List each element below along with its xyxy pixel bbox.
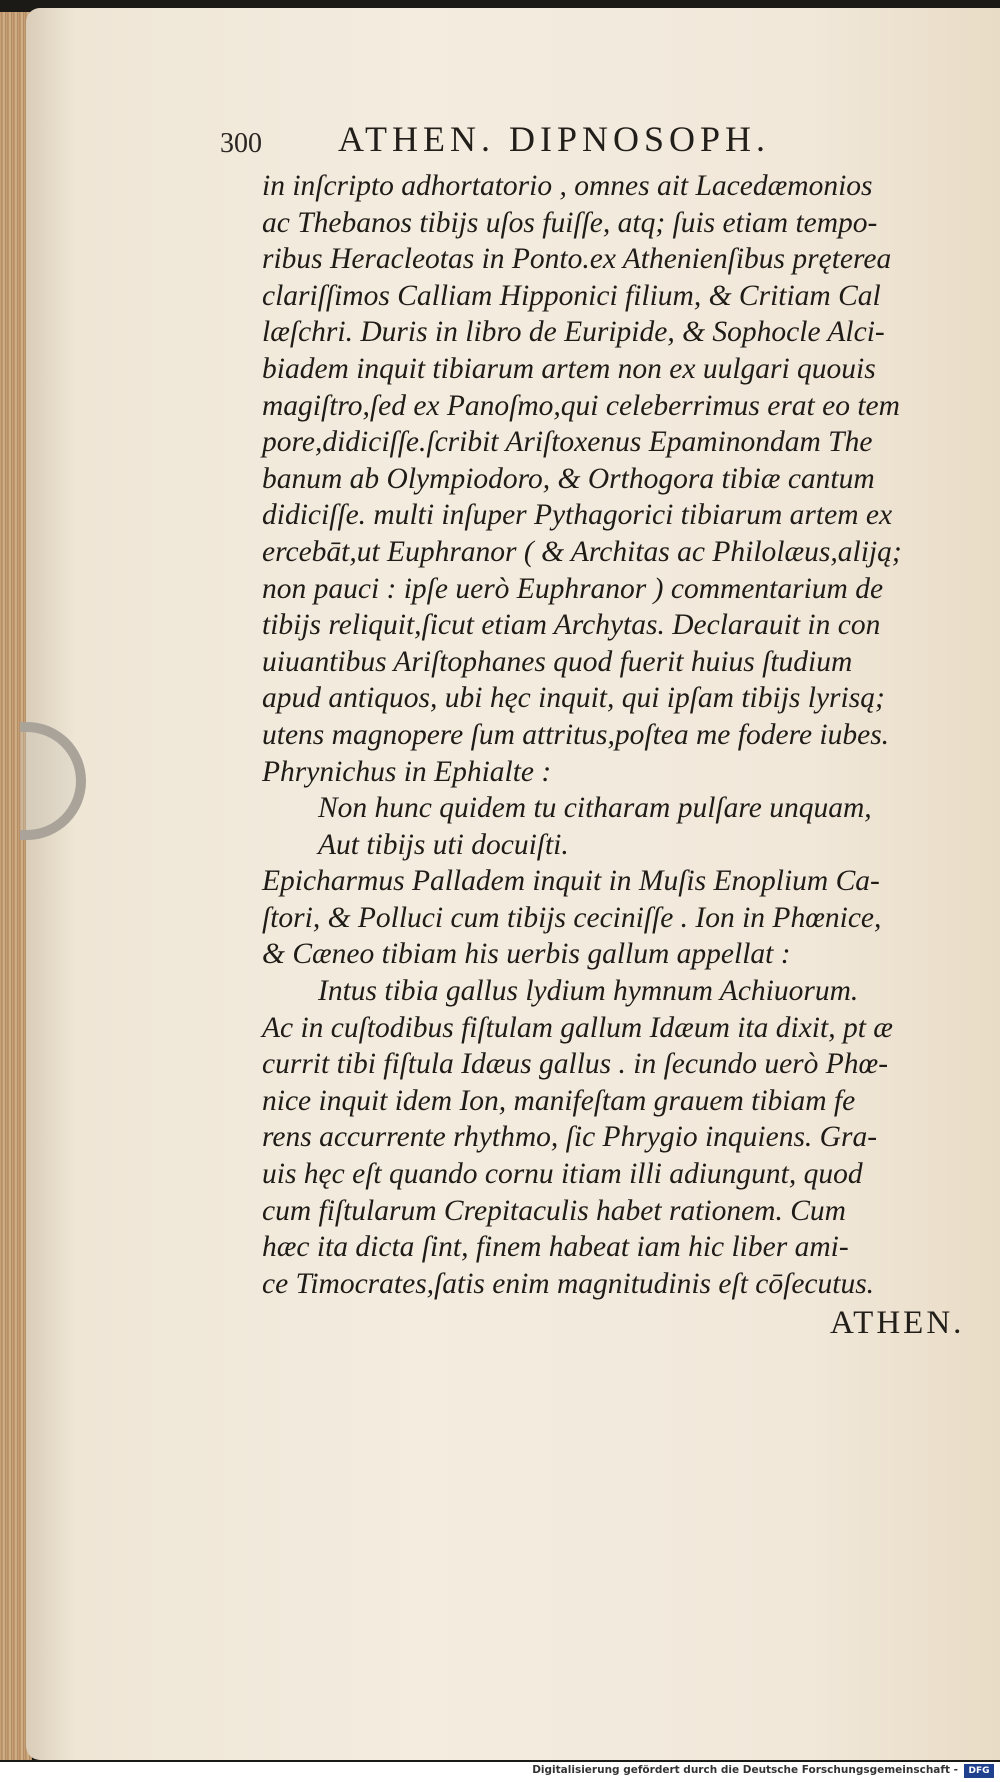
- text-line: ercebāt,ut Euphranor ( & Architas ac Philolæus,aliją;: [262, 535, 902, 568]
- text-line: banum ab Olympiodoro, & Orthogora tibiæ cantum: [262, 462, 875, 495]
- running-head: [220, 118, 880, 168]
- text-line: Intus tibia gallus lydium hymnum Achiuorum.: [318, 975, 859, 1008]
- text-line: in inſcripto adhortatorio , omnes ait Lacedæmonios: [262, 170, 873, 202]
- text-line: apud antiquos, ubi hęc inquit, qui ipſam tibijs lyrisą;: [262, 682, 885, 715]
- text-line: ac Thebanos tibijs uſos fuiſſe, atq; ſuis etiam tempo-: [262, 206, 878, 239]
- text-line: uis hęc eſt quando cornu itiam illi adiungunt, quod: [262, 1158, 863, 1191]
- text-line: uiuantibus Ariſtophanes quod fuerit huius ſtudium: [262, 645, 853, 678]
- digitization-credit: Digitalisierung gefördert durch die Deutsche Forschungsgemeinschaft -: [532, 1764, 958, 1776]
- text-line: non pauci : ipſe uerò Euphranor ) commentarium de: [262, 572, 884, 605]
- footer-bar: [0, 1762, 1000, 1782]
- text-line: didiciſſe. multi inſuper Pythagorici tibiarum artem ex: [262, 499, 893, 532]
- text-line: & Cæneo tibiam his uerbis gallum appellat :: [262, 938, 791, 971]
- body-text: [262, 168, 982, 1302]
- text-line: Phrynichus in Ephialte :: [262, 755, 552, 788]
- text-line: Aut tibijs uti docuiſti.: [318, 828, 569, 861]
- page-number: 300: [220, 128, 262, 159]
- text-line: utens magnopere ſum attritus,poſtea me fodere iubes.: [262, 718, 890, 751]
- text-line: magiſtro,ſed ex Panoſmo,qui celeberrimus erat eo tem: [262, 389, 900, 422]
- text-line: clariſſimos Calliam Hipponici filium, & Critiam Cal: [262, 279, 881, 312]
- text-line: cum fiſtularum Crepitaculis habet rationem. Cum: [262, 1194, 846, 1227]
- text-line: Epicharmus Palladem inquit in Muſis Enoplium Ca-: [262, 865, 880, 898]
- text-line: ſtori, & Polluci cum tibijs ceciniſſe . Ion in Phœnice,: [262, 901, 882, 934]
- text-line: Non hunc quidem tu citharam pulſare unquam,: [318, 792, 872, 825]
- text-line: currit tibi fiſtula Idæus gallus . in ſecundo uerò Phœ-: [262, 1048, 889, 1081]
- text-line: biadem inquit tibiarum artem non ex uulgari quouis: [262, 352, 876, 385]
- text-line: ribus Heracleotas in Ponto.ex Athenienſibus pręterea: [262, 243, 892, 276]
- running-title: ATHEN. DIPNOSOPH.: [338, 119, 771, 159]
- dfg-logo: DFG: [964, 1764, 994, 1778]
- text-line: rens accurrente rhythmo, ſic Phrygio inquiens. Gra-: [262, 1121, 878, 1154]
- text-line: pore,didiciſſe.ſcribit Ariſtoxenus Epaminondam The: [262, 426, 873, 459]
- text-line: ce Timocrates,ſatis enim magnitudinis eſt cōſecutus.: [262, 1267, 875, 1300]
- text-line: nice inquit idem Ion, manifeſtam grauem tibiam fe: [262, 1084, 856, 1117]
- text-line: hæc ita dicta ſint, finem habeat iam hic liber ami-: [262, 1231, 849, 1264]
- text-line: tibijs reliquit,ſicut etiam Archytas. Declarauit in con: [262, 609, 881, 642]
- catchword: ATHEN.: [830, 1305, 965, 1341]
- metal-clasp-image: [20, 722, 86, 840]
- text-line: læſchri. Duris in libro de Euripide, & Sophocle Alci-: [262, 316, 885, 349]
- text-line: Ac in cuſtodibus fiſtulam gallum Idæum ita dixit, pt æ: [262, 1011, 893, 1044]
